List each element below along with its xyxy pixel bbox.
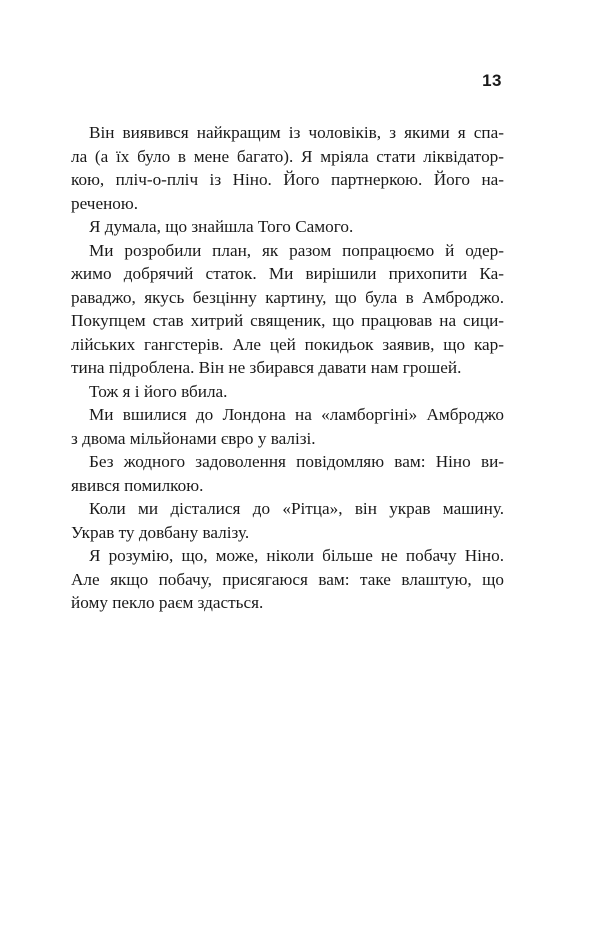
text-line: Тож я і його вбила. (89, 381, 228, 401)
text-line: кою, пліч-о-пліч із Ніно. Його партнеркою. Його на- (71, 170, 504, 189)
text-line: Ми розробили план, як разом попрацюємо й одер- (89, 240, 504, 260)
text-line: жимо добрячий статок. Ми вирішили прихопити Ка- (71, 264, 504, 283)
text-line: лійських гангстерів. Але цей покидьок заявив, що кар- (71, 334, 504, 354)
text-line: йому пекло раєм здасться. (71, 593, 264, 612)
text-line: Без жодного задоволення повідомляю вам: Ніно ви- (89, 452, 504, 471)
text-line: Він виявився найкращим із чоловіків, з якими я спа- (89, 123, 504, 142)
body-text (71, 121, 504, 615)
text-line: Я думала, що знайшла Того Самого. (89, 217, 354, 236)
text-line: Але якщо побачу, присягаюся вам: таке влаштую, що (71, 569, 504, 589)
text-line: з двома мільйонами євро у валізі. (71, 428, 316, 448)
text-line: Украв ту довбану валізу. (71, 522, 250, 542)
text-line: Ми вшилися до Лондона на «ламборгіні» Амброджо (89, 405, 504, 424)
text-line: тина підроблена. Він не збирався давати нам грошей. (71, 358, 462, 377)
page-number: 13 (482, 71, 502, 90)
text-line: Коли ми дісталися до «Рітца», він украв машину. (89, 499, 504, 518)
text-line: реченою. (71, 193, 138, 213)
text-line: Покупцем став хитрий священик, що працював на сици- (71, 311, 504, 330)
text-line: раваджо, якусь безцінну картину, що була в Амброджо. (71, 287, 504, 307)
text-line: явився помилкою. (71, 475, 204, 495)
text-line: Я розумію, що, може, ніколи більше не побачу Ніно. (89, 546, 504, 565)
text-line: ла (а їх було в мене багато). Я мріяла стати ліквідатор- (71, 146, 504, 166)
